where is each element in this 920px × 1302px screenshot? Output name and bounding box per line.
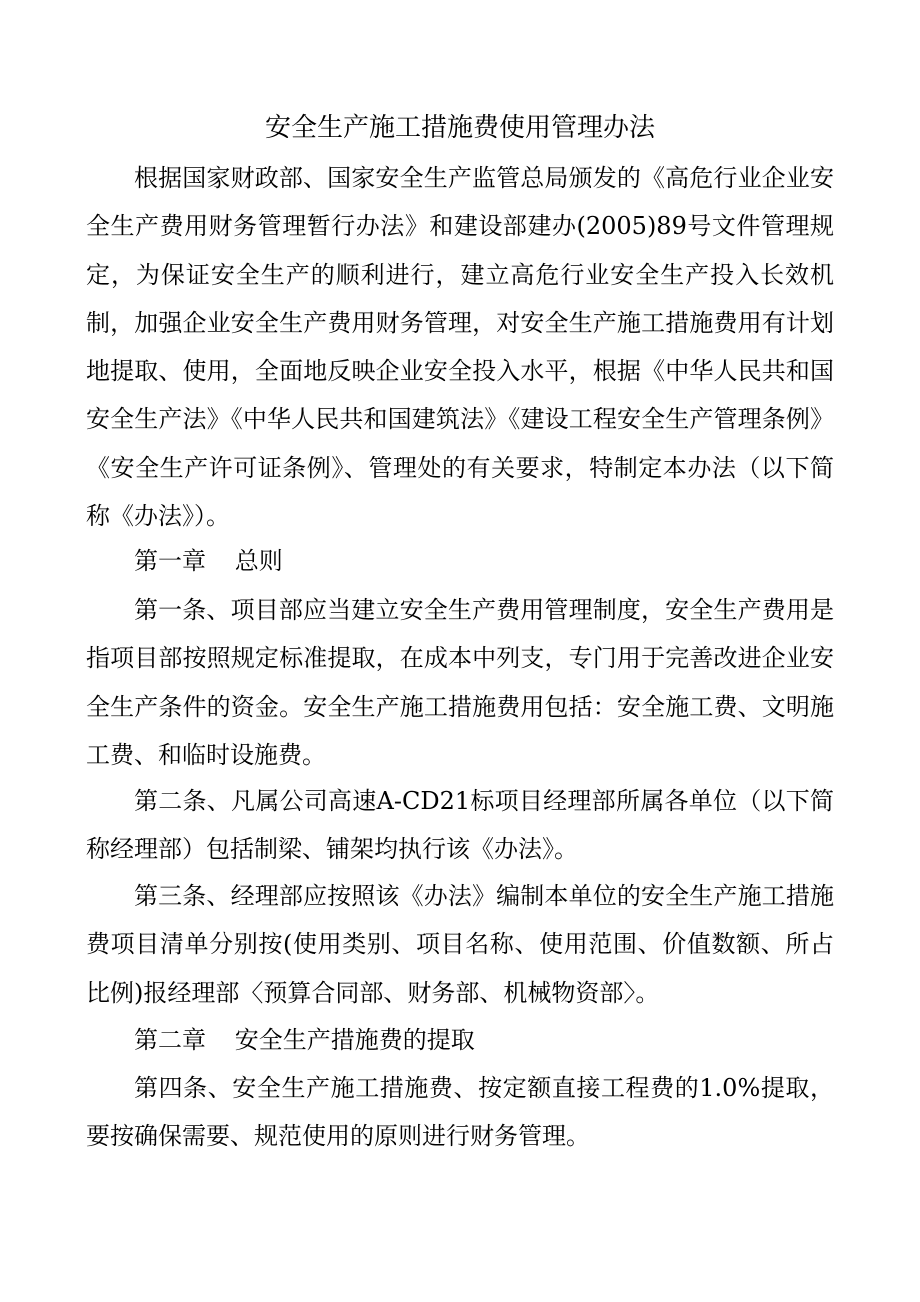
article-3-paragraph: 第三条、经理部应按照该《办法》编制本单位的安全生产施工措施费项目清单分别按(使用类别、项目名称、使用范围、价值数额、所占比例)报经理部〈预算合同部、财务部、机械物资部〉。 bbox=[86, 882, 834, 1007]
document-title: 安全生产施工措施费使用管理办法 bbox=[264, 113, 655, 143]
article-1-paragraph: 第一条、项目部应当建立安全生产费用管理制度，安全生产费用是指项目部按照规定标准提取，在成本中列支，专门用于完善改进企业安全生产条件的资金。安全生产施工措施费用包括：安全施工费、文明施工费、和临时设施费。 bbox=[86, 596, 834, 769]
chapter-1-heading bbox=[86, 537, 834, 585]
chapter-2-number: 第二章 bbox=[134, 1026, 206, 1054]
article-2-paragraph: 第二条、凡属公司高速A-CD21标项目经理部所属各单位（以下简称经理部）包括制梁、铺架均执行该《办法》。 bbox=[86, 787, 834, 864]
chapter-2-name: 安全生产措施费的提取 bbox=[234, 1026, 475, 1054]
chapter-1-name: 总则 bbox=[234, 547, 283, 575]
article-4-paragraph: 第四条、安全生产施工措施费、按定额直接工程费的1.0%提取，要按确保需要、规范使用的原则进行财务管理。 bbox=[86, 1074, 834, 1151]
intro-paragraph: 根据国家财政部、国家安全生产监管总局颁发的《高危行业企业安全生产费用财务管理暂行办法》和建设部建办(2005)89号文件管理规定，为保证安全生产的顺利进行，建立高危行业安全生产投入长效机制，加强企业安全生产费用财务管理，对安全生产施工措施费用有计划地提取、使用，全面地反映企业安全投入水平，根据《中华人民共和国安全生产法》《中华人民共和国建筑法》《建设工程安全生产管理条例》《安全生产许可证条例》、管理处的有关要求，特制定本办法（以下简称《办法》）。 bbox=[86, 164, 834, 531]
chapter-1-number: 第一章 bbox=[134, 547, 206, 575]
chapter-2-heading bbox=[86, 1016, 834, 1064]
